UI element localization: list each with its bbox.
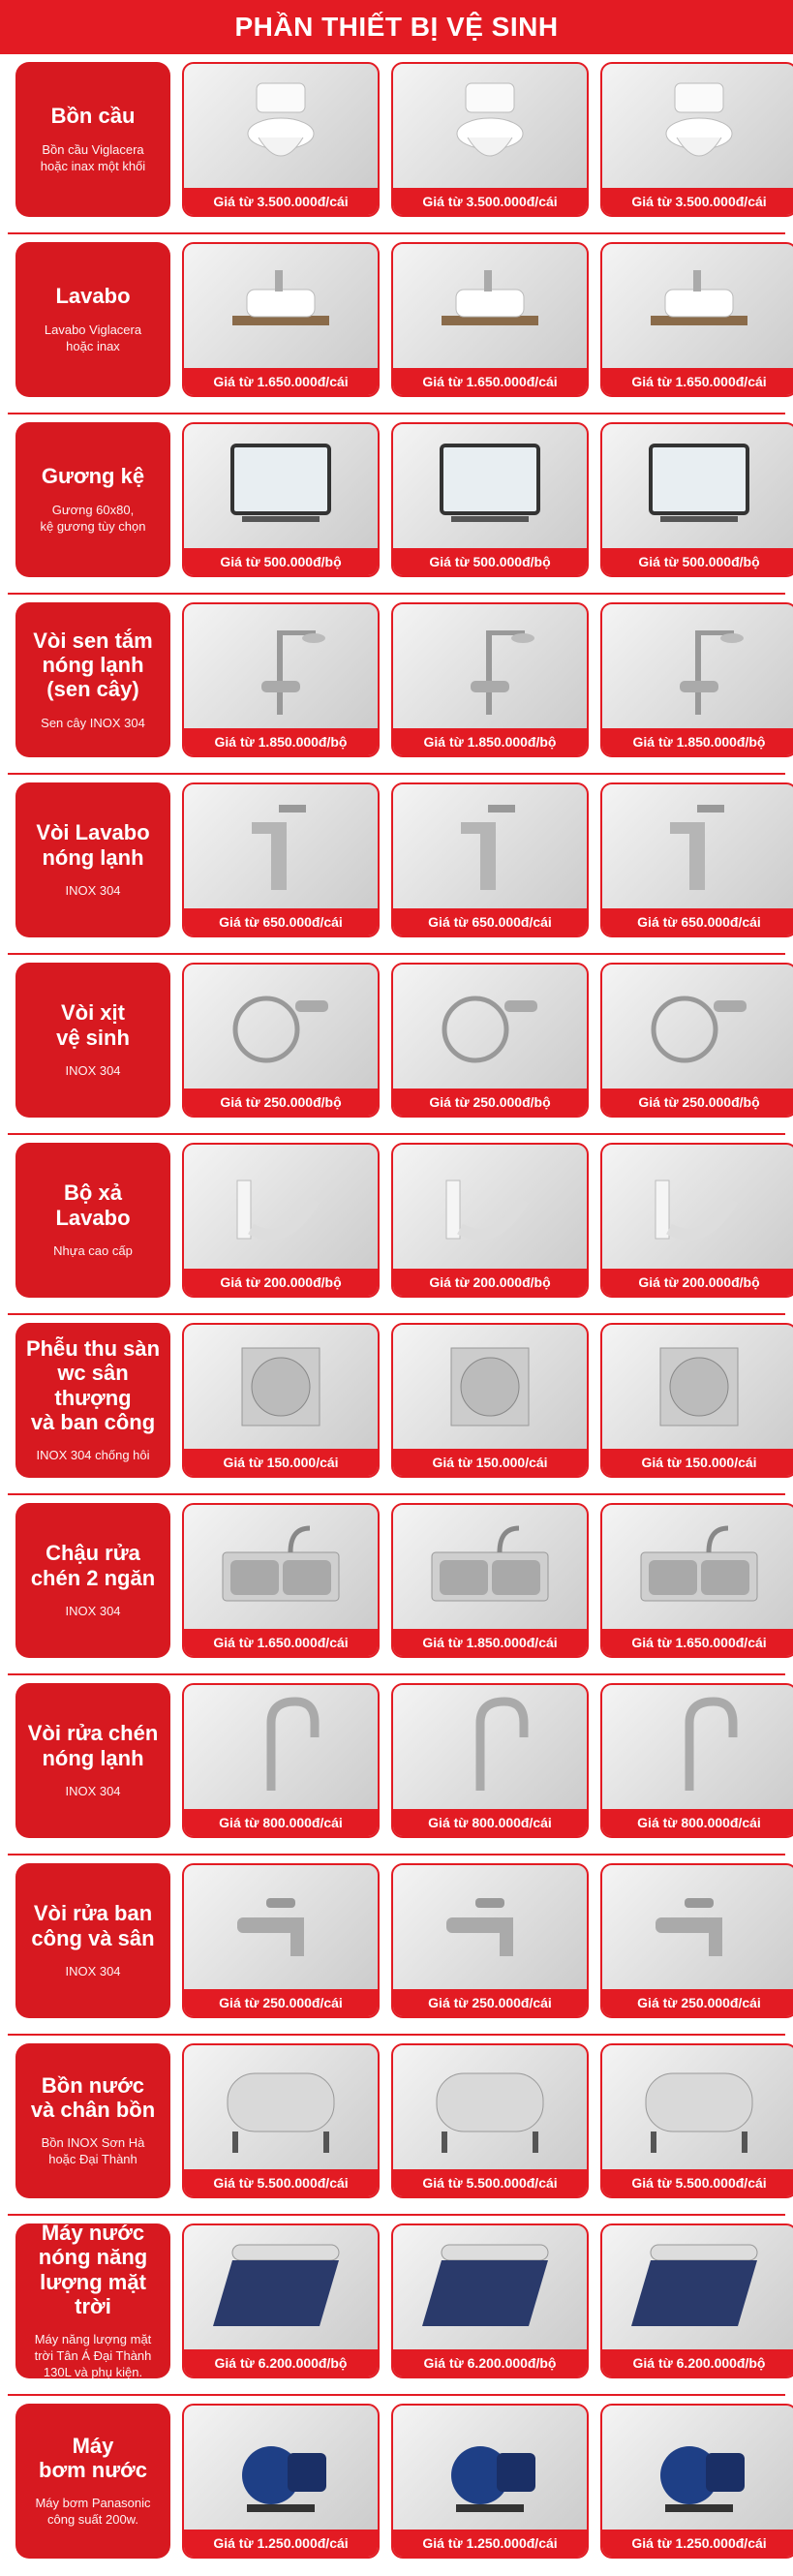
product-card[interactable] [391,1143,589,1298]
kitchen-sink-icon [184,1505,378,1629]
product-card[interactable] [182,1323,380,1478]
price-label: Giá từ 3.500.000đ/cái [393,188,587,215]
product-card[interactable] [600,1323,793,1478]
kitchen-faucet-icon [602,1685,793,1809]
price-label: Giá từ 250.000đ/cái [184,1989,378,2016]
water-tank-icon [393,2045,587,2169]
product-list [0,62,793,2576]
product-card[interactable] [182,62,380,217]
product-card[interactable] [600,1863,793,2018]
category-subtitle: INOX 304 [65,1783,121,1798]
faucet-icon [602,784,793,908]
product-card[interactable] [600,2404,793,2559]
category-label [15,242,170,397]
category-title: Chậu rửa chén 2 ngăn [30,1541,156,1590]
category-subtitle: INOX 304 chống hôi [36,1448,150,1463]
water-pump-icon [602,2406,793,2530]
mirror-icon [602,424,793,548]
product-row [8,602,785,775]
price-label: Giá từ 1.250.000đ/cái [602,2530,793,2557]
product-row [8,2043,785,2216]
water-tank-icon [184,2045,378,2169]
drain-kit-icon [602,1145,793,1269]
product-card[interactable] [600,782,793,937]
category-label [15,782,170,937]
price-label: Giá từ 3.500.000đ/cái [184,188,378,215]
product-card[interactable] [182,602,380,757]
kitchen-faucet-icon [184,1685,378,1809]
category-title: Bồn nước và chân bồn [30,2072,156,2123]
product-card[interactable] [391,422,589,577]
product-row [8,963,785,1135]
price-label: Giá từ 6.200.000đ/bộ [602,2349,793,2377]
category-title: Vòi rửa chén nóng lạnh [27,1721,159,1770]
product-card[interactable] [391,963,589,1118]
spray-icon [184,965,378,1089]
product-card[interactable] [182,422,380,577]
category-label [15,422,170,577]
product-card[interactable] [391,1683,589,1838]
price-label: Giá từ 1.850.000đ/bộ [602,728,793,755]
category-subtitle: INOX 304 [65,882,121,898]
product-card[interactable] [391,1323,589,1478]
toilet-icon [184,64,378,188]
category-title: Bồn cầu [50,104,136,129]
sink-icon [184,244,378,368]
kitchen-sink-icon [393,1505,587,1629]
product-card[interactable] [391,2043,589,2198]
category-label [15,2223,170,2378]
product-card[interactable] [182,2223,380,2378]
drain-kit-icon [393,1145,587,1269]
product-card[interactable] [182,1683,380,1838]
floor-drain-icon [184,1325,378,1449]
shower-icon [393,604,587,728]
category-label [15,1863,170,2018]
category-title: Phễu thu sàn wc sân thượng và ban công [25,1335,161,1434]
product-card[interactable] [182,2404,380,2559]
product-card[interactable] [182,1143,380,1298]
price-label: Giá từ 1.850.000đ/cái [393,1629,587,1656]
tap-icon [393,1865,587,1989]
spray-icon [393,965,587,1089]
category-label [15,1323,170,1478]
price-label: Giá từ 650.000đ/cái [184,908,378,935]
price-label: Giá từ 250.000đ/cái [602,1989,793,2016]
category-subtitle: Gương 60x80, kệ gương tùy chọn [40,502,146,534]
price-label: Giá từ 1.850.000đ/bộ [393,728,587,755]
price-label: Giá từ 1.250.000đ/cái [184,2530,378,2557]
price-label: Giá từ 250.000đ/bộ [602,1089,793,1116]
price-label: Giá từ 1.850.000đ/bộ [184,728,378,755]
category-title: Máy bơm nước [39,2433,147,2483]
price-label: Giá từ 1.650.000đ/cái [184,1629,378,1656]
product-card[interactable] [182,242,380,397]
category-subtitle: Bồn INOX Sơn Hà hoặc Đại Thành [41,2135,145,2167]
toilet-icon [602,64,793,188]
solar-heater-icon [393,2225,587,2349]
product-row [8,242,785,414]
category-subtitle: Máy năng lượng mặt trời Tân Á Đại Thành 130L và phụ kiện. [34,2332,152,2380]
shower-icon [602,604,793,728]
price-label: Giá từ 5.500.000đ/cái [184,2169,378,2196]
product-row [8,2404,785,2576]
sink-icon [602,244,793,368]
product-row [8,422,785,595]
tap-icon [602,1865,793,1989]
category-subtitle: INOX 304 [65,1062,121,1078]
floor-drain-icon [602,1325,793,1449]
toilet-icon [393,64,587,188]
category-label [15,1143,170,1298]
shower-icon [184,604,378,728]
category-label [15,963,170,1118]
product-row [8,62,785,234]
product-row [8,1503,785,1675]
product-row [8,1683,785,1855]
product-card[interactable] [600,963,793,1118]
product-card[interactable] [600,2043,793,2198]
product-row [8,782,785,955]
price-label: Giá từ 200.000đ/bộ [602,1269,793,1296]
price-label: Giá từ 800.000đ/cái [393,1809,587,1836]
product-card[interactable] [182,1503,380,1658]
price-label: Giá từ 150.000/cái [184,1449,378,1476]
faucet-icon [393,784,587,908]
category-label [15,2404,170,2559]
category-subtitle: Lavabo Viglacera hoặc inax [44,322,142,353]
mirror-icon [184,424,378,548]
product-row [8,2223,785,2396]
product-card[interactable] [600,1143,793,1298]
price-label: Giá từ 1.650.000đ/cái [602,368,793,395]
price-label: Giá từ 800.000đ/cái [602,1809,793,1836]
product-row [8,1143,785,1315]
price-label: Giá từ 6.200.000đ/bộ [393,2349,587,2377]
spray-icon [602,965,793,1089]
product-card[interactable] [182,1863,380,2018]
price-label: Giá từ 150.000/cái [602,1449,793,1476]
product-card[interactable] [182,782,380,937]
price-label: Giá từ 1.650.000đ/cái [602,1629,793,1656]
price-label: Giá từ 1.650.000đ/cái [184,368,378,395]
product-card[interactable] [391,2223,589,2378]
price-label: Giá từ 5.500.000đ/cái [602,2169,793,2196]
category-title: Bộ xả Lavabo [55,1181,131,1230]
water-pump-icon [393,2406,587,2530]
price-label: Giá từ 500.000đ/bộ [602,548,793,575]
product-card[interactable] [391,1863,589,2018]
category-subtitle: INOX 304 [65,1603,121,1618]
product-card[interactable] [182,963,380,1118]
product-card[interactable] [600,602,793,757]
product-card[interactable] [391,242,589,397]
price-label: Giá từ 200.000đ/bộ [393,1269,587,1296]
product-card[interactable] [600,422,793,577]
tap-icon [184,1865,378,1989]
price-label: Giá từ 3.500.000đ/cái [602,188,793,215]
category-label [15,1683,170,1838]
category-label [15,62,170,217]
price-label: Giá từ 6.200.000đ/bộ [184,2349,378,2377]
category-title: Vòi Lavabo nóng lạnh [36,820,150,870]
mirror-icon [393,424,587,548]
water-tank-icon [602,2045,793,2169]
product-card[interactable] [600,242,793,397]
solar-heater-icon [184,2225,378,2349]
product-card[interactable] [391,1503,589,1658]
product-card[interactable] [391,782,589,937]
price-label: Giá từ 250.000đ/bộ [393,1089,587,1116]
category-label [15,1503,170,1658]
price-label: Giá từ 250.000đ/bộ [184,1089,378,1116]
category-subtitle: Nhựa cao cấp [53,1242,133,1258]
price-label: Giá từ 650.000đ/cái [602,908,793,935]
category-label [15,2043,170,2198]
category-title: Vòi rửa ban công và sân [31,1901,155,1950]
price-label: Giá từ 250.000đ/cái [393,1989,587,2016]
product-card[interactable] [182,2043,380,2198]
category-title: Vòi xịt vệ sinh [56,1000,130,1050]
product-card[interactable] [600,2223,793,2378]
drain-kit-icon [184,1145,378,1269]
price-label: Giá từ 800.000đ/cái [184,1809,378,1836]
price-label: Giá từ 1.650.000đ/cái [393,368,587,395]
kitchen-faucet-icon [393,1685,587,1809]
floor-drain-icon [393,1325,587,1449]
product-card[interactable] [391,602,589,757]
price-label: Giá từ 5.500.000đ/cái [393,2169,587,2196]
category-title: Gương kệ [41,464,145,489]
price-label: Giá từ 500.000đ/bộ [393,548,587,575]
price-label: Giá từ 500.000đ/bộ [184,548,378,575]
kitchen-sink-icon [602,1505,793,1629]
product-card[interactable] [391,62,589,217]
product-card[interactable] [600,1683,793,1838]
product-card[interactable] [600,1503,793,1658]
price-label: Giá từ 650.000đ/cái [393,908,587,935]
sink-icon [393,244,587,368]
product-row [8,1323,785,1495]
price-label: Giá từ 150.000/cái [393,1449,587,1476]
category-subtitle: Sen cây INOX 304 [41,715,145,730]
water-pump-icon [184,2406,378,2530]
category-title: Lavabo [55,284,131,309]
category-title: Máy nước nóng năng lượng mặt trời [38,2221,148,2318]
category-subtitle: Bồn cầu Viglacera hoặc inax một khối [40,141,146,173]
category-subtitle: Máy bơm Panasonic công suất 200w. [35,2496,151,2528]
product-row [8,1863,785,2036]
category-subtitle: INOX 304 [65,1963,121,1978]
product-card[interactable] [391,2404,589,2559]
product-card[interactable] [600,62,793,217]
solar-heater-icon [602,2225,793,2349]
price-label: Giá từ 200.000đ/bộ [184,1269,378,1296]
category-title: Vòi sen tắm nóng lạnh (sen cây) [33,628,153,702]
category-label [15,602,170,757]
page-title: PHẦN THIẾT BỊ VỆ SINH [0,0,793,54]
price-label: Giá từ 1.250.000đ/cái [393,2530,587,2557]
faucet-icon [184,784,378,908]
